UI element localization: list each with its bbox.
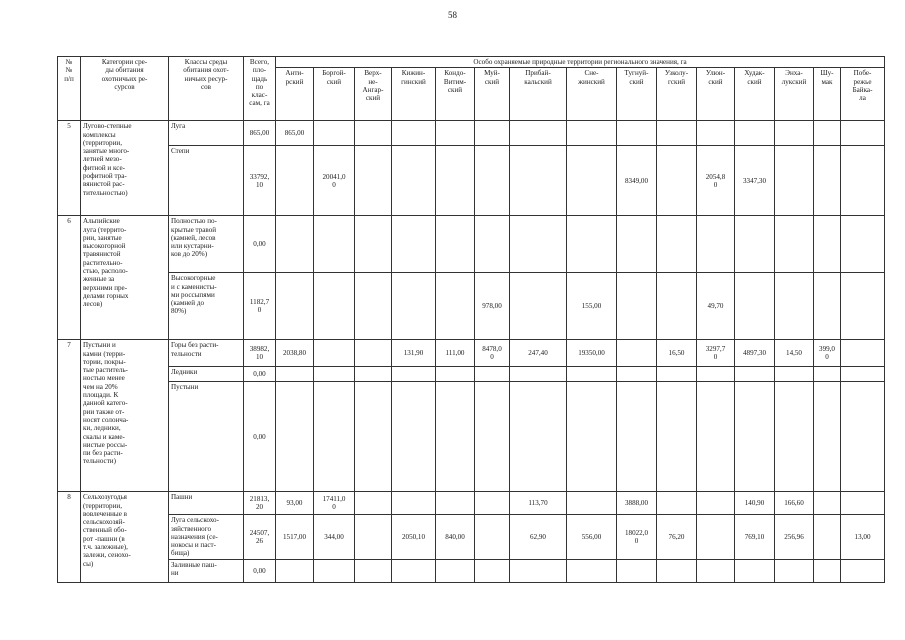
value-cell xyxy=(314,121,355,146)
value-cell xyxy=(617,382,657,492)
category-cell: Лугово-степные комплексы (территории, занятые много- летней мезо- фитной и ксе- рофитной тра- вянистой рас- тительностью) xyxy=(81,121,169,216)
value-cell xyxy=(697,382,735,492)
value-cell: 111,00 xyxy=(436,340,475,367)
value-cell xyxy=(697,121,735,146)
header-col: Верх- не- Ангар- ский xyxy=(355,68,392,121)
value-cell: 556,00 xyxy=(567,515,617,559)
value-cell: 166,60 xyxy=(775,492,814,515)
value-cell xyxy=(392,273,436,340)
value-cell xyxy=(735,559,775,582)
table-row xyxy=(58,273,885,340)
category-cell: Альпийские луга (террито- рии, занятые высокогорной травянистой растительно- стью, располо- женные за верхними пре- делами горных лесов) xyxy=(81,216,169,340)
value-cell xyxy=(841,273,885,340)
value-cell xyxy=(657,367,697,382)
value-cell xyxy=(276,382,314,492)
value-cell xyxy=(475,492,510,515)
value-cell: 19350,00 xyxy=(567,340,617,367)
value-cell xyxy=(617,367,657,382)
value-cell xyxy=(355,382,392,492)
class-cell: Полностью по- крытые травой (камней, лесов или кустарни- ков до 20%) xyxy=(169,216,244,273)
header-col: Кижин- гинский xyxy=(392,68,436,121)
value-cell xyxy=(735,382,775,492)
value-cell xyxy=(392,367,436,382)
value-cell: 14,50 xyxy=(775,340,814,367)
value-cell xyxy=(510,121,567,146)
value-cell xyxy=(735,273,775,340)
table-row xyxy=(58,559,885,582)
header-row xyxy=(58,57,885,68)
value-cell: 16,50 xyxy=(657,340,697,367)
value-cell: 840,00 xyxy=(436,515,475,559)
value-cell: 49,70 xyxy=(697,273,735,340)
table-row xyxy=(58,340,885,367)
class-cell: Пашни xyxy=(169,492,244,515)
value-cell: 3347,30 xyxy=(735,146,775,216)
value-cell: 155,00 xyxy=(567,273,617,340)
header-col: Прибай- кальский xyxy=(510,68,567,121)
value-cell xyxy=(355,367,392,382)
value-cell xyxy=(775,121,814,146)
value-cell: 1517,00 xyxy=(276,515,314,559)
value-cell xyxy=(392,492,436,515)
value-cell: 140,90 xyxy=(735,492,775,515)
value-cell xyxy=(355,559,392,582)
header-col: Узколу- гский xyxy=(657,68,697,121)
value-cell: 4897,30 xyxy=(735,340,775,367)
value-cell: 3888,00 xyxy=(617,492,657,515)
value-cell xyxy=(775,382,814,492)
class-cell: Луга xyxy=(169,121,244,146)
value-cell xyxy=(814,492,841,515)
class-cell: Заливные паш- ни xyxy=(169,559,244,582)
header-col: Энха- лукский xyxy=(775,68,814,121)
total-cell: 38982, 10 xyxy=(244,340,276,367)
value-cell xyxy=(276,273,314,340)
value-cell xyxy=(392,121,436,146)
value-cell xyxy=(814,216,841,273)
value-cell xyxy=(567,559,617,582)
value-cell xyxy=(657,146,697,216)
value-cell xyxy=(314,216,355,273)
value-cell xyxy=(436,492,475,515)
value-cell xyxy=(392,559,436,582)
value-cell xyxy=(276,367,314,382)
value-cell xyxy=(314,273,355,340)
header-category: Категории сре- ды обитания охотничьих ре- сурсов xyxy=(81,57,169,121)
value-cell xyxy=(775,273,814,340)
table-row xyxy=(58,492,885,515)
value-cell: 256,96 xyxy=(775,515,814,559)
value-cell xyxy=(355,121,392,146)
value-cell xyxy=(314,382,355,492)
value-cell xyxy=(814,273,841,340)
value-cell xyxy=(775,146,814,216)
value-cell xyxy=(617,273,657,340)
value-cell: 247,40 xyxy=(510,340,567,367)
value-cell xyxy=(276,559,314,582)
value-cell: 344,00 xyxy=(314,515,355,559)
value-cell: 3297,7 0 xyxy=(697,340,735,367)
class-cell: Горы без расти- тельности xyxy=(169,340,244,367)
value-cell xyxy=(657,382,697,492)
category-cell: Сельхозугодья (территории, вовлеченные в сельскохозяй- ственный обо- рот -пашни (в т.ч. залежные), залежи, сенохо- сы) xyxy=(81,492,169,582)
value-cell xyxy=(355,340,392,367)
value-cell: 8478,0 0 xyxy=(475,340,510,367)
value-cell: 13,00 xyxy=(841,515,885,559)
value-cell xyxy=(841,216,885,273)
total-cell: 865,00 xyxy=(244,121,276,146)
value-cell xyxy=(567,216,617,273)
total-cell: 1182,7 0 xyxy=(244,273,276,340)
row-number: 6 xyxy=(58,216,81,340)
value-cell xyxy=(436,273,475,340)
value-cell xyxy=(775,216,814,273)
header-col: Шу- мак xyxy=(814,68,841,121)
value-cell xyxy=(567,121,617,146)
value-cell xyxy=(436,382,475,492)
header-col: Муй- ский xyxy=(475,68,510,121)
value-cell xyxy=(657,273,697,340)
value-cell xyxy=(392,216,436,273)
value-cell: 62,90 xyxy=(510,515,567,559)
value-cell xyxy=(735,367,775,382)
value-cell: 769,10 xyxy=(735,515,775,559)
value-cell xyxy=(617,121,657,146)
value-cell xyxy=(475,367,510,382)
value-cell xyxy=(775,559,814,582)
value-cell xyxy=(657,216,697,273)
value-cell xyxy=(841,146,885,216)
value-cell xyxy=(276,216,314,273)
value-cell xyxy=(436,146,475,216)
value-cell: 8349,00 xyxy=(617,146,657,216)
row-number: 7 xyxy=(58,340,81,492)
value-cell: 20041,0 0 xyxy=(314,146,355,216)
value-cell xyxy=(436,559,475,582)
value-cell xyxy=(314,559,355,582)
value-cell xyxy=(355,492,392,515)
class-cell: Луга сельскохо- зяйственного назначения (се- нокосы и паст- бища) xyxy=(169,515,244,559)
class-cell: Степи xyxy=(169,146,244,216)
value-cell xyxy=(657,559,697,582)
total-cell: 24507, 26 xyxy=(244,515,276,559)
value-cell xyxy=(657,492,697,515)
value-cell xyxy=(510,146,567,216)
value-cell xyxy=(735,216,775,273)
header-col: Боргой- ский xyxy=(314,68,355,121)
value-cell: 2038,80 xyxy=(276,340,314,367)
value-cell xyxy=(475,515,510,559)
header-col: Анти- рский xyxy=(276,68,314,121)
value-cell xyxy=(814,382,841,492)
value-cell xyxy=(617,559,657,582)
value-cell xyxy=(276,146,314,216)
value-cell xyxy=(314,367,355,382)
value-cell xyxy=(392,146,436,216)
value-cell xyxy=(841,559,885,582)
header-col: Сне- жинский xyxy=(567,68,617,121)
value-cell xyxy=(510,559,567,582)
value-cell xyxy=(617,340,657,367)
total-cell: 0,00 xyxy=(244,216,276,273)
table-row xyxy=(58,146,885,216)
value-cell xyxy=(355,216,392,273)
value-cell xyxy=(841,121,885,146)
header-oopt-group: Особо охраняемые природные территории регионального значения, га xyxy=(276,57,885,68)
header-col: Худак- ский xyxy=(735,68,775,121)
header-total: Всего, пло- щадь по клас- сам, га xyxy=(244,57,276,121)
value-cell xyxy=(814,121,841,146)
value-cell xyxy=(475,216,510,273)
value-cell xyxy=(657,121,697,146)
page-number: 58 xyxy=(448,10,457,20)
value-cell xyxy=(814,367,841,382)
value-cell: 399,0 0 xyxy=(814,340,841,367)
header-col: Побе- режье Байка- ла xyxy=(841,68,885,121)
class-cell: Ледники xyxy=(169,367,244,382)
class-cell: Пустыни xyxy=(169,382,244,492)
value-cell xyxy=(314,340,355,367)
value-cell xyxy=(697,492,735,515)
value-cell xyxy=(697,515,735,559)
table-row xyxy=(58,367,885,382)
value-cell xyxy=(436,216,475,273)
value-cell xyxy=(510,382,567,492)
value-cell xyxy=(841,367,885,382)
table-row xyxy=(58,382,885,492)
table-row xyxy=(58,515,885,559)
value-cell: 18022,0 0 xyxy=(617,515,657,559)
value-cell xyxy=(475,559,510,582)
row-number: 5 xyxy=(58,121,81,216)
value-cell xyxy=(567,492,617,515)
value-cell: 131,90 xyxy=(392,340,436,367)
value-cell xyxy=(567,367,617,382)
value-cell xyxy=(697,216,735,273)
value-cell: 865,00 xyxy=(276,121,314,146)
value-cell xyxy=(814,559,841,582)
header-col: Кондо- Витим- ский xyxy=(436,68,475,121)
value-cell: 2050,10 xyxy=(392,515,436,559)
value-cell xyxy=(510,367,567,382)
value-cell xyxy=(841,382,885,492)
value-cell: 76,20 xyxy=(657,515,697,559)
value-cell: 17411,0 0 xyxy=(314,492,355,515)
total-cell: 0,00 xyxy=(244,382,276,492)
value-cell xyxy=(355,146,392,216)
header-col: Улюн- ский xyxy=(697,68,735,121)
value-cell xyxy=(814,146,841,216)
value-cell xyxy=(392,382,436,492)
class-cell: Высокогорные и с каменисты- ми россыпями (камней до 80%) xyxy=(169,273,244,340)
value-cell xyxy=(697,367,735,382)
value-cell xyxy=(475,146,510,216)
value-cell xyxy=(567,382,617,492)
value-cell xyxy=(567,146,617,216)
value-cell xyxy=(617,216,657,273)
value-cell xyxy=(510,216,567,273)
value-cell: 2054,8 0 xyxy=(697,146,735,216)
value-cell xyxy=(814,515,841,559)
row-number: 8 xyxy=(58,492,81,582)
table-row xyxy=(58,216,885,273)
total-cell: 21813, 20 xyxy=(244,492,276,515)
value-cell: 93,00 xyxy=(276,492,314,515)
value-cell xyxy=(775,367,814,382)
value-cell: 978,00 xyxy=(475,273,510,340)
value-cell xyxy=(436,367,475,382)
header-col: Тугнуй- ский xyxy=(617,68,657,121)
header-num: № № п/п xyxy=(58,57,81,121)
value-cell xyxy=(697,559,735,582)
value-cell xyxy=(841,340,885,367)
value-cell xyxy=(510,273,567,340)
value-cell xyxy=(475,382,510,492)
value-cell xyxy=(355,515,392,559)
oopt-area-table xyxy=(57,56,885,583)
value-cell xyxy=(355,273,392,340)
value-cell xyxy=(475,121,510,146)
total-cell: 0,00 xyxy=(244,367,276,382)
value-cell: 113,70 xyxy=(510,492,567,515)
header-classes: Классы среды обитания охот- ничьих ресур- сов xyxy=(169,57,244,121)
table-row xyxy=(58,121,885,146)
value-cell xyxy=(735,121,775,146)
value-cell xyxy=(841,492,885,515)
category-cell: Пустыни и камни (терри- тории, покры- тые раститель- ностью менее чем на 20% площади. К данной катего- рии также от- носят солонча- ки, ледники, скалы и каме- нистые россы- пи без расти- тельности) xyxy=(81,340,169,492)
total-cell: 33792, 10 xyxy=(244,146,276,216)
value-cell xyxy=(436,121,475,146)
total-cell: 0,00 xyxy=(244,559,276,582)
